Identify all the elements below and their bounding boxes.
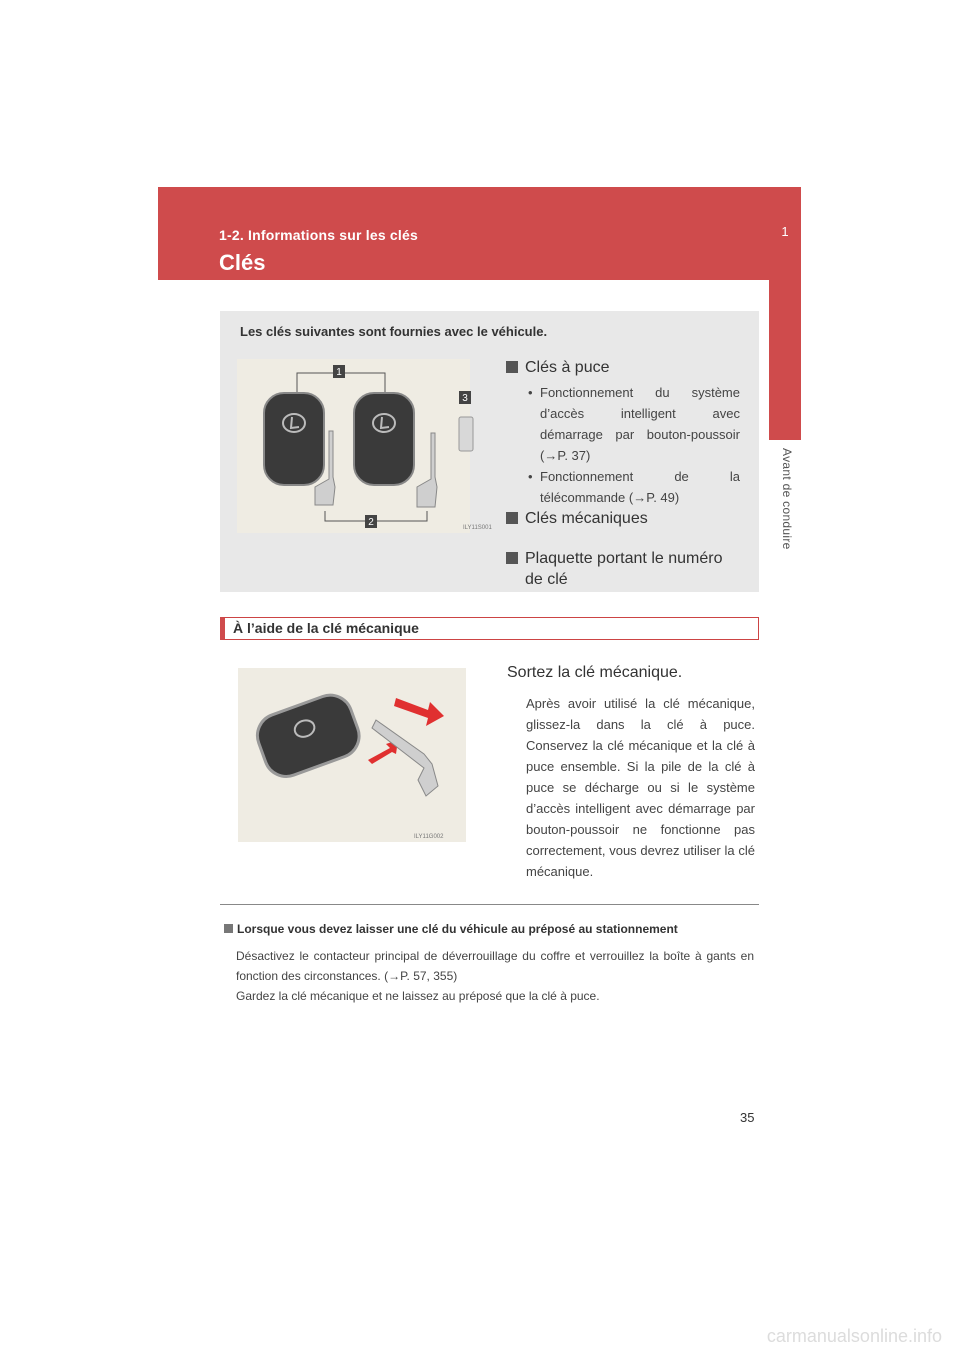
- intro-text: Les clés suivantes sont fournies avec le véhicule.: [240, 324, 548, 339]
- item-label-mechanical-keys: Clés mécaniques: [525, 510, 648, 527]
- watermark-text: carmanualsonline.info: [766, 1326, 942, 1346]
- arrow-icon: [394, 698, 444, 726]
- mechanical-key-2: [417, 433, 437, 507]
- sub-heading-bar: [220, 617, 759, 640]
- callout-3-label: 3: [462, 393, 468, 404]
- note-heading: [224, 922, 678, 936]
- key-number-plate: [459, 417, 473, 451]
- image-code: ILY11S001: [463, 525, 492, 531]
- bullet-smart-access: • Fonctionnement du système d’accès intelligent avec démarrage par bouton-poussoir (→P. 37): [528, 385, 740, 463]
- smart-keys-illustration: [237, 359, 492, 533]
- item-label-key-plate: Plaquette portant le numéro de clé: [525, 550, 723, 588]
- step-body: Après avoir utilisé la clé mécanique, glissez-la dans la clé à puce. Conservez la clé mécanique et la clé à puce ensemble. Si la pile de la clé à puce se décharge ou si le système d’accès intelligent avec démarrage par bouton-poussoir ne fonctionne pas correctement, vous devrez utiliser la clé mécanique.: [526, 696, 755, 879]
- smart-key-fob-2: [354, 393, 414, 485]
- smart-key-fob-1: [264, 393, 324, 485]
- intro-box: [220, 311, 759, 592]
- item-number-3-icon: [506, 552, 518, 564]
- header-band: [158, 187, 801, 280]
- page-number: 35: [740, 1110, 755, 1125]
- sub-heading: À l’aide de la clé mécanique: [233, 620, 419, 636]
- mechanical-key-illustration: [238, 668, 466, 842]
- note-line-2: Gardez la clé mécanique et ne laissez au préposé que la clé à puce.: [236, 989, 600, 1003]
- note-body: [236, 946, 754, 1006]
- section-label: 1-2. Informations sur les clés: [219, 227, 418, 243]
- chapter-name: Avant de conduire: [780, 448, 794, 550]
- bullet-text: Fonctionnement du système d’accès intelligent avec démarrage par bouton-poussoir (→P. 37): [540, 385, 740, 463]
- bullet-remote: • Fonctionnement de la télécommande (→P. 49): [528, 469, 740, 505]
- callout-2-label: 2: [368, 517, 374, 528]
- note-line-1: Désactivez le contacteur principal de déverrouillage du coffre et verrouillez la boîte à gants en fonction des circonstances. (→P. 57, 355): [236, 949, 754, 983]
- page-title: Clés: [219, 250, 266, 275]
- bullet-text: Fonctionnement de la télécommande (→P. 49): [540, 469, 740, 505]
- chapter-tab[interactable]: [769, 187, 801, 440]
- callout-1-label: 1: [336, 367, 342, 378]
- note-heading-text: Lorsque vous devez laisser une clé du véhicule au préposé au stationnement: [237, 922, 678, 936]
- step-title: Sortez la clé mécanique.: [507, 664, 683, 681]
- item-number-2-icon: [506, 512, 518, 524]
- chapter-number: 1: [781, 224, 789, 239]
- divider: [220, 904, 759, 905]
- item-label-smart-key: Clés à puce: [525, 359, 610, 376]
- image-code: ILY11G002: [414, 834, 444, 840]
- watermark: [0, 1316, 960, 1358]
- item-number-1-icon: [506, 361, 518, 373]
- note-square-icon: [224, 924, 233, 933]
